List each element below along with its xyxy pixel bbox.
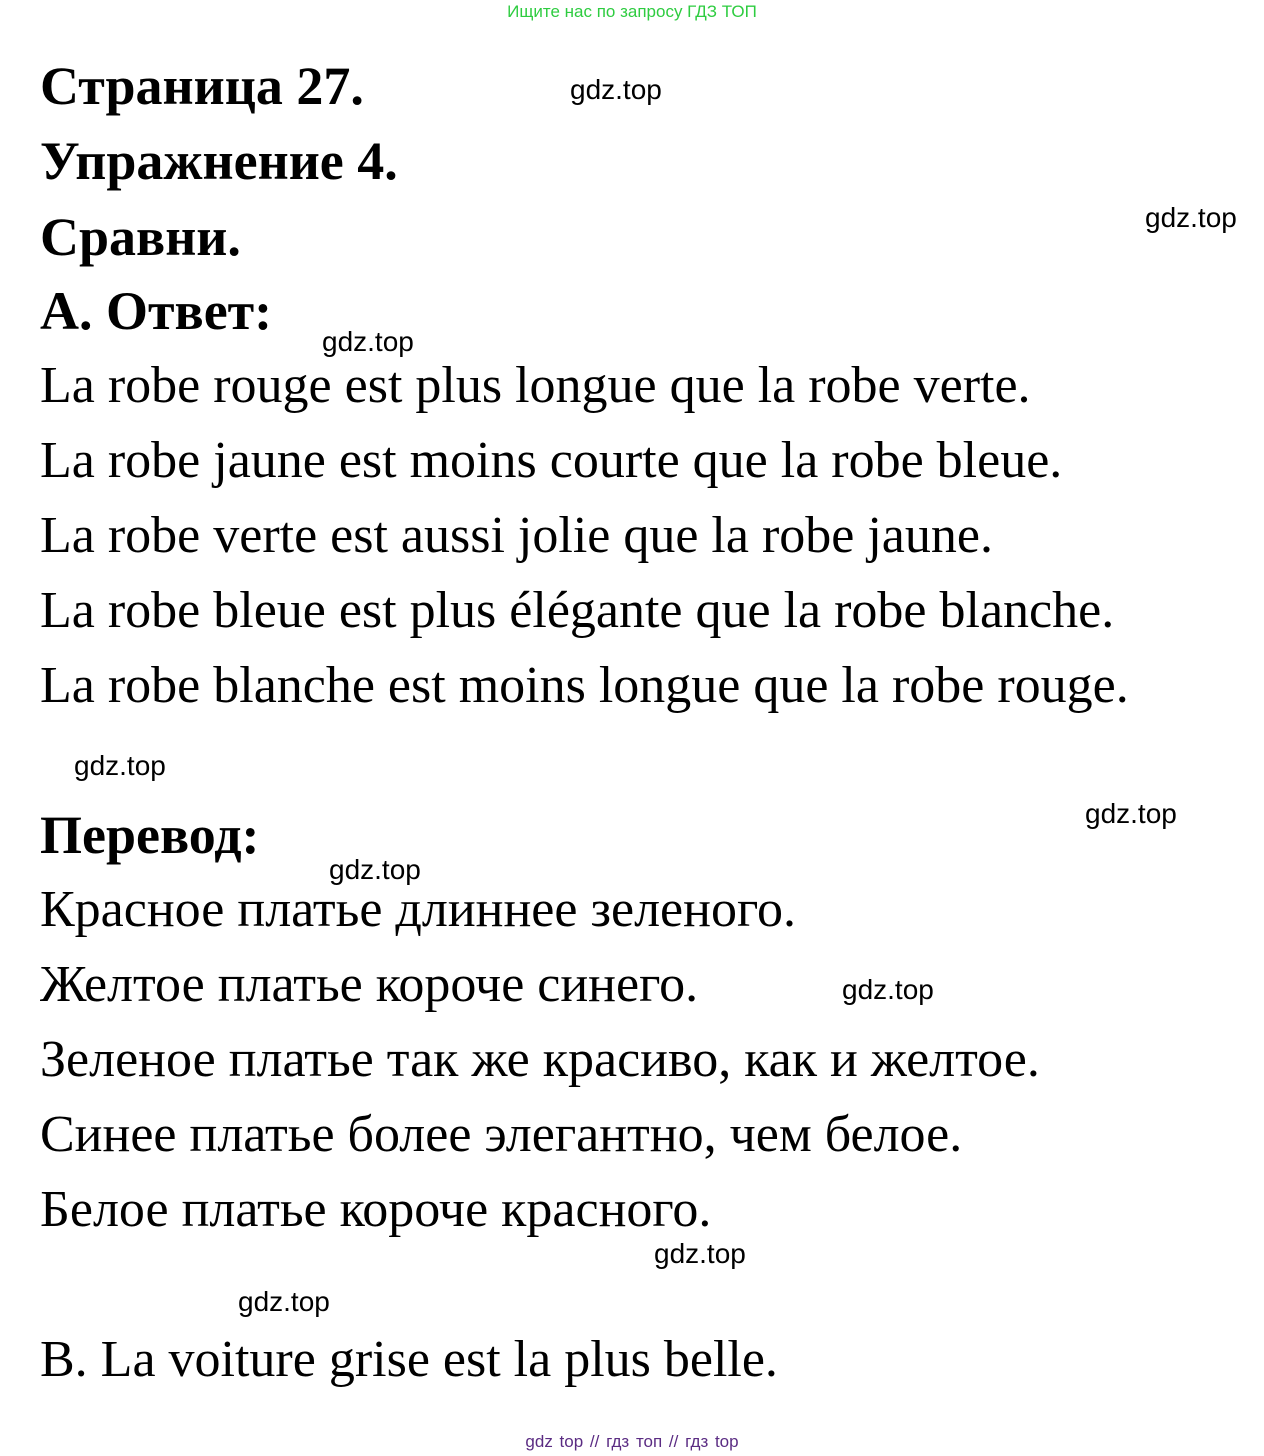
answer-line: La robe verte est aussi jolie que la robe jaune. <box>40 507 993 564</box>
answer-line: La robe bleue est plus élégante que la robe blanche. <box>40 582 1115 639</box>
watermark-text: gdz.top <box>570 74 662 105</box>
page-title: Страница 27. <box>40 56 364 116</box>
translation-line: Белое платье короче красного. <box>40 1181 712 1238</box>
translation-line: Желтое платье короче синего. <box>40 956 699 1013</box>
watermark-text: gdz.top <box>74 750 166 781</box>
answer-line: La robe rouge est plus longue que la robe verte. <box>40 357 1031 414</box>
watermark-text: gdz.top <box>238 1286 330 1317</box>
exercise-title: Упражнение 4. <box>40 131 398 191</box>
watermark-text: gdz.top <box>1145 202 1237 233</box>
watermark-text: gdz.top <box>842 974 934 1005</box>
section-a-label: А. Ответ: <box>40 281 273 341</box>
translation-label: Перевод: <box>40 805 260 865</box>
watermark-text: gdz.top <box>329 854 421 885</box>
section-b-line: B. La voiture grise est la plus belle. <box>40 1331 778 1388</box>
answer-line: La robe jaune est moins courte que la robe bleue. <box>40 432 1063 489</box>
answer-line: La robe blanche est moins longue que la robe rouge. <box>40 657 1129 714</box>
watermark-text: gdz.top <box>322 326 414 357</box>
task-title: Сравни. <box>40 207 241 267</box>
footer-watermark: gdz top // гдз топ // гдз top <box>525 1432 739 1451</box>
search-hint: Ищите нас по запросу ГДЗ ТОП <box>507 2 757 21</box>
translation-line: Зеленое платье так же красиво, как и желтое. <box>40 1031 1040 1088</box>
translation-line: Красное платье длиннее зеленого. <box>40 881 796 938</box>
watermark-text: gdz.top <box>1085 798 1177 829</box>
translation-line: Синее платье более элегантно, чем белое. <box>40 1106 963 1163</box>
watermark-text: gdz.top <box>654 1238 746 1269</box>
